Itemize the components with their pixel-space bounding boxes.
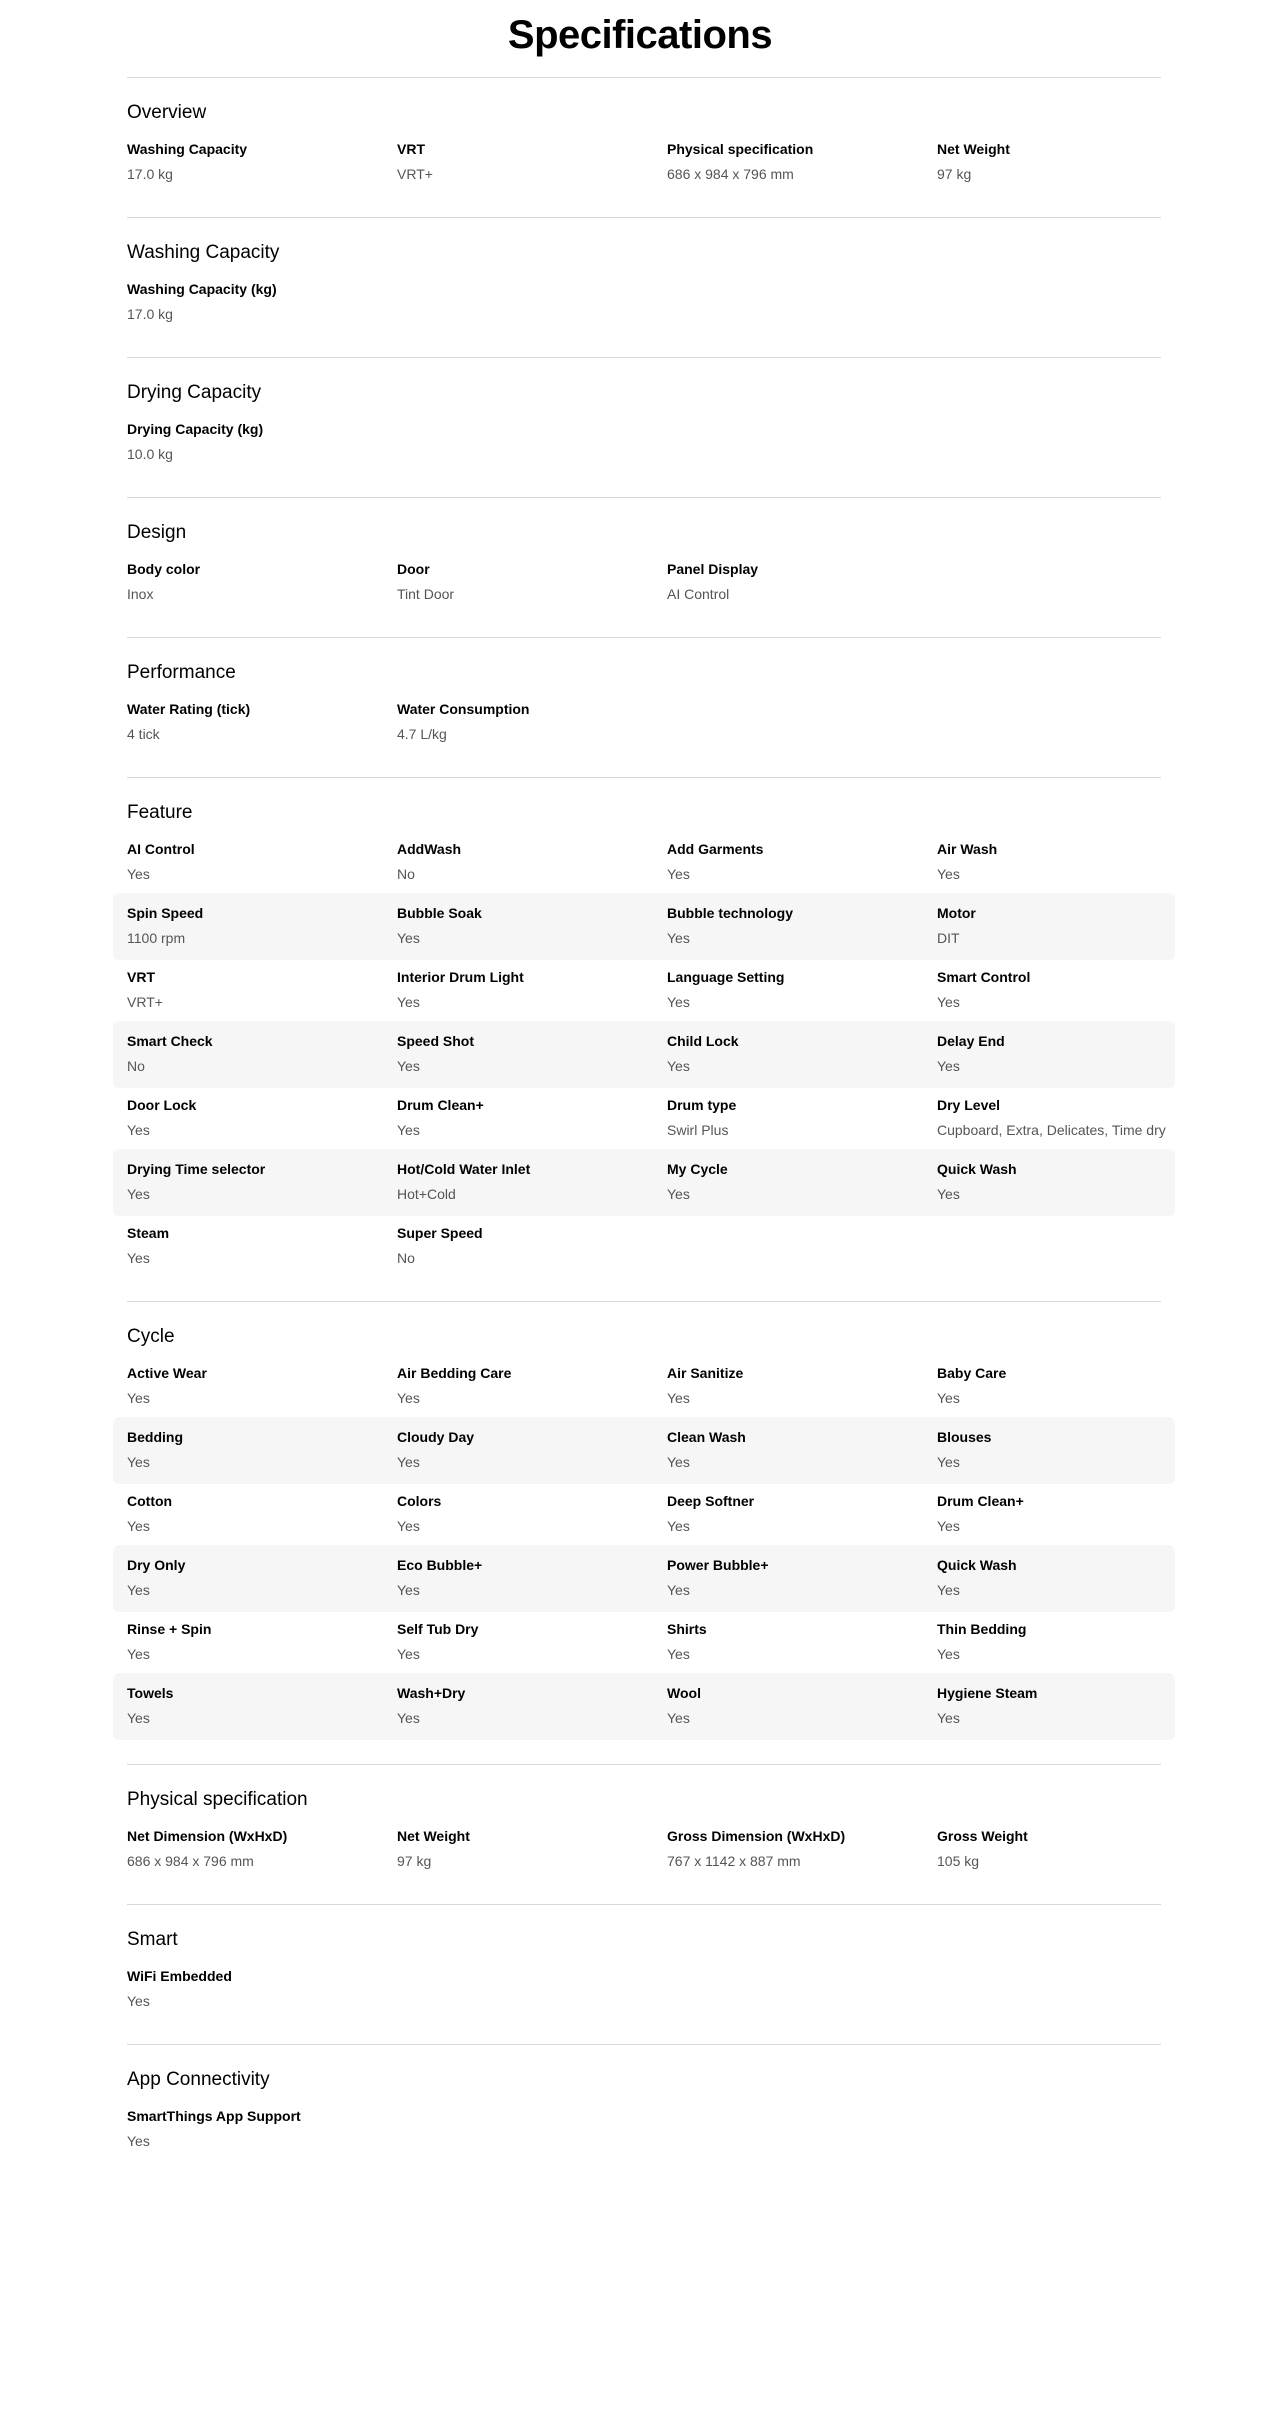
spec-item: [397, 1557, 667, 1600]
spec-label: Bubble technology: [667, 905, 793, 921]
spec-rows: [113, 1968, 1175, 2020]
spec-value: Yes: [667, 1058, 690, 1074]
spec-label: Clean Wash: [667, 1429, 746, 1445]
spec-item: [127, 1429, 397, 1472]
spec-row: [113, 1545, 1175, 1612]
spec-item: [667, 1621, 937, 1664]
spec-label: Child Lock: [667, 1033, 739, 1049]
spec-row: [113, 1216, 1175, 1277]
spec-item: [127, 905, 397, 948]
spec-value: Yes: [127, 1122, 150, 1138]
spec-label: Net Dimension (WxHxD): [127, 1828, 288, 1844]
spec-label: Door: [397, 561, 430, 577]
spec-rows: [113, 2108, 1175, 2160]
spec-label: Drying Time selector: [127, 1161, 266, 1177]
spec-value: Yes: [937, 1186, 960, 1202]
spec-value: Yes: [667, 930, 690, 946]
spec-item: [127, 421, 397, 464]
spec-label: Panel Display: [667, 561, 759, 577]
spec-item: [667, 1429, 937, 1472]
spec-value: Yes: [667, 1518, 690, 1534]
spec-label: SmartThings App Support: [127, 2108, 301, 2124]
spec-label: Drying Capacity (kg): [127, 421, 264, 437]
spec-value: Yes: [667, 1582, 690, 1598]
spec-row: [113, 1021, 1175, 1088]
spec-value: 97 kg: [397, 1853, 432, 1869]
spec-row: [113, 1417, 1175, 1484]
spec-item: [937, 1033, 1207, 1076]
spec-value: Yes: [397, 994, 420, 1010]
spec-value: Yes: [127, 1710, 150, 1726]
spec-item: [667, 1493, 937, 1536]
spec-label: Shirts: [667, 1621, 707, 1637]
spec-label: My Cycle: [667, 1161, 728, 1177]
spec-value: 17.0 kg: [127, 306, 173, 322]
spec-label: AddWash: [397, 841, 462, 857]
spec-item: [127, 1033, 397, 1076]
spec-item: [667, 905, 937, 948]
spec-value: Yes: [397, 1058, 420, 1074]
spec-label: Bubble Soak: [397, 905, 482, 921]
spec-label: Smart Check: [127, 1033, 213, 1049]
spec-label: Body color: [127, 561, 201, 577]
spec-item: [937, 1621, 1207, 1664]
spec-value: Yes: [127, 1454, 150, 1470]
spec-item: [397, 1097, 667, 1140]
spec-item: [127, 1097, 397, 1140]
spec-item: [127, 1828, 397, 1871]
spec-label: Gross Dimension (WxHxD): [667, 1828, 846, 1844]
spec-rows: [113, 561, 1175, 613]
spec-item: [397, 1493, 667, 1536]
spec-label: VRT: [127, 969, 155, 985]
spec-value: Yes: [397, 1454, 420, 1470]
spec-item: [667, 1033, 937, 1076]
section-title: Feature: [127, 802, 193, 823]
spec-item: [397, 1429, 667, 1472]
section-title: Performance: [127, 662, 236, 683]
spec-value: 4.7 L/kg: [397, 726, 447, 742]
spec-label: Wash+Dry: [397, 1685, 466, 1701]
spec-section-design: [127, 497, 1161, 637]
spec-value: Hot+Cold: [397, 1186, 456, 1202]
spec-label: Bedding: [127, 1429, 183, 1445]
spec-item: [667, 1161, 937, 1204]
spec-label: Smart Control: [937, 969, 1031, 985]
spec-value: 97 kg: [937, 166, 972, 182]
spec-label: Physical specification: [667, 141, 814, 157]
spec-label: Net Weight: [397, 1828, 470, 1844]
spec-row: [113, 1149, 1175, 1216]
spec-label: Dry Level: [937, 1097, 1001, 1113]
spec-label: Air Wash: [937, 841, 998, 857]
spec-item: [937, 905, 1207, 948]
spec-item: [937, 1557, 1207, 1600]
spec-label: Speed Shot: [397, 1033, 475, 1049]
spec-label: Water Rating (tick): [127, 701, 251, 717]
spec-label: Interior Drum Light: [397, 969, 524, 985]
spec-value: Yes: [397, 1646, 420, 1662]
spec-value: Yes: [667, 1390, 690, 1406]
spec-label: Quick Wash: [937, 1557, 1017, 1573]
spec-value: Yes: [937, 1390, 960, 1406]
spec-label: Eco Bubble+: [397, 1557, 483, 1573]
spec-label: Towels: [127, 1685, 174, 1701]
spec-row: [113, 960, 1175, 1021]
spec-row: [113, 1365, 1175, 1417]
spec-section-smart: [127, 1904, 1161, 2044]
spec-item: [397, 561, 667, 604]
spec-label: Colors: [397, 1493, 442, 1509]
spec-row: [113, 281, 1175, 333]
spec-item: [937, 1097, 1207, 1140]
spec-label: Active Wear: [127, 1365, 207, 1381]
spec-value: VRT+: [397, 166, 433, 182]
spec-item: [127, 1557, 397, 1600]
spec-value: 4 tick: [127, 726, 160, 742]
spec-label: Quick Wash: [937, 1161, 1017, 1177]
spec-section-drying-capacity: [127, 357, 1161, 497]
spec-value: Yes: [937, 1710, 960, 1726]
spec-item: [127, 141, 397, 184]
spec-rows: [113, 281, 1175, 333]
spec-section-feature: [127, 777, 1166, 1301]
spec-value: Yes: [127, 1993, 150, 2009]
spec-value: 17.0 kg: [127, 166, 173, 182]
spec-label: Baby Care: [937, 1365, 1007, 1381]
spec-item: [127, 969, 397, 1012]
spec-rows: [113, 1828, 1175, 1880]
spec-label: Drum Clean+: [937, 1493, 1024, 1509]
spec-item: [667, 969, 937, 1012]
spec-value: Yes: [127, 1186, 150, 1202]
spec-label: Power Bubble+: [667, 1557, 769, 1573]
spec-value: Yes: [127, 1518, 150, 1534]
spec-label: Hygiene Steam: [937, 1685, 1038, 1701]
spec-rows: [113, 701, 1175, 753]
spec-value: Yes: [667, 866, 690, 882]
spec-label: AI Control: [127, 841, 195, 857]
spec-value: 767 x 1142 x 887 mm: [667, 1853, 801, 1869]
spec-value: Yes: [127, 1250, 150, 1266]
spec-item: [127, 281, 397, 324]
spec-item: [937, 1493, 1207, 1536]
spec-label: Wool: [667, 1685, 701, 1701]
spec-item: [667, 1365, 937, 1408]
spec-item: [127, 1365, 397, 1408]
spec-item: [397, 1828, 667, 1871]
spec-item: [127, 1968, 397, 2011]
spec-row: [113, 1484, 1175, 1545]
spec-label: Gross Weight: [937, 1828, 1028, 1844]
spec-item: [937, 1685, 1207, 1728]
spec-label: Blouses: [937, 1429, 992, 1445]
spec-value: Yes: [937, 1058, 960, 1074]
spec-item: [127, 841, 397, 884]
spec-value: Yes: [667, 1454, 690, 1470]
spec-item: [127, 701, 397, 744]
spec-label: Rinse + Spin: [127, 1621, 212, 1637]
section-title: Smart: [127, 1929, 178, 1950]
spec-item: [397, 1161, 667, 1204]
spec-row: [113, 421, 1175, 473]
section-title: Overview: [127, 102, 207, 123]
spec-item: [397, 1225, 667, 1268]
section-title: App Connectivity: [127, 2069, 270, 2090]
spec-value: 1100 rpm: [127, 930, 186, 946]
spec-rows: [113, 421, 1175, 473]
spec-value: Yes: [667, 994, 690, 1010]
spec-item: [127, 1225, 397, 1268]
spec-row: [113, 1612, 1175, 1673]
spec-item: [667, 1557, 937, 1600]
spec-value: Yes: [937, 1454, 960, 1470]
spec-item: [397, 1033, 667, 1076]
spec-value: Yes: [937, 1518, 960, 1534]
spec-section-physical-specification: [127, 1764, 1161, 1904]
spec-row: [113, 701, 1175, 753]
spec-item: [937, 841, 1207, 884]
spec-row: [113, 893, 1175, 960]
spec-item: [397, 1685, 667, 1728]
spec-section-washing-capacity: [127, 217, 1161, 357]
spec-value: DIT: [937, 930, 960, 946]
spec-value: Yes: [127, 2133, 150, 2149]
spec-value: 686 x 984 x 796 mm: [667, 166, 794, 182]
spec-item: [667, 561, 937, 604]
spec-item: [937, 1429, 1207, 1472]
spec-value: Yes: [397, 930, 420, 946]
spec-rows: [113, 841, 1175, 1277]
spec-item: [667, 1097, 937, 1140]
spec-item: [667, 1828, 937, 1871]
section-title: Physical specification: [127, 1789, 308, 1810]
spec-value: Yes: [667, 1710, 690, 1726]
spec-value: 686 x 984 x 796 mm: [127, 1853, 254, 1869]
spec-value: Yes: [127, 866, 150, 882]
spec-rows: [113, 141, 1175, 193]
spec-item: [397, 841, 667, 884]
spec-item: [937, 1161, 1207, 1204]
spec-value: Yes: [937, 1646, 960, 1662]
spec-value: 10.0 kg: [127, 446, 173, 462]
spec-section-performance: [127, 637, 1161, 777]
spec-item: [397, 701, 667, 744]
spec-item: [397, 1621, 667, 1664]
spec-item: [397, 905, 667, 948]
spec-value: Tint Door: [397, 586, 455, 602]
spec-item: [397, 969, 667, 1012]
section-title: Drying Capacity: [127, 382, 262, 403]
spec-value: Yes: [397, 1710, 420, 1726]
spec-label: WiFi Embedded: [127, 1968, 232, 1984]
spec-item: [937, 141, 1207, 184]
spec-label: Self Tub Dry: [397, 1621, 479, 1637]
spec-value: No: [127, 1058, 145, 1074]
spec-label: Door Lock: [127, 1097, 197, 1113]
spec-label: Washing Capacity (kg): [127, 281, 277, 297]
spec-label: Drum type: [667, 1097, 737, 1113]
spec-section-cycle: [127, 1301, 1161, 1764]
spec-value: No: [397, 866, 415, 882]
spec-label: Net Weight: [937, 141, 1010, 157]
spec-label: Air Sanitize: [667, 1365, 744, 1381]
spec-value: Yes: [937, 994, 960, 1010]
spec-label: Water Consumption: [397, 701, 530, 717]
spec-label: VRT: [397, 141, 425, 157]
spec-item: [127, 1621, 397, 1664]
spec-value: 105 kg: [937, 1853, 980, 1869]
spec-row: [113, 141, 1175, 193]
spec-value: Yes: [397, 1122, 420, 1138]
spec-row: [113, 841, 1175, 893]
spec-value: Yes: [127, 1390, 150, 1406]
spec-row: [113, 1828, 1175, 1880]
spec-row: [113, 2108, 1175, 2160]
spec-value: Swirl Plus: [667, 1122, 729, 1138]
specifications-list: [127, 77, 1166, 2184]
spec-label: Super Speed: [397, 1225, 483, 1241]
spec-label: Steam: [127, 1225, 170, 1241]
spec-label: Air Bedding Care: [397, 1365, 512, 1381]
spec-label: Dry Only: [127, 1557, 186, 1573]
section-title: Cycle: [127, 1326, 175, 1347]
spec-item: [937, 969, 1207, 1012]
spec-value: Yes: [667, 1186, 690, 1202]
spec-value: AI Control: [667, 586, 730, 602]
spec-value: Inox: [127, 586, 154, 602]
spec-value: Yes: [127, 1646, 150, 1662]
page-title: Specifications: [507, 13, 773, 57]
spec-item: [127, 1161, 397, 1204]
spec-item: [127, 2108, 397, 2151]
spec-label: Hot/Cold Water Inlet: [397, 1161, 531, 1177]
spec-label: Thin Bedding: [937, 1621, 1027, 1637]
section-title: Washing Capacity: [127, 242, 280, 263]
spec-label: Add Garments: [667, 841, 764, 857]
spec-item: [127, 1685, 397, 1728]
spec-label: Spin Speed: [127, 905, 204, 921]
spec-section-app-connectivity: [127, 2044, 1161, 2184]
spec-value: Yes: [397, 1582, 420, 1598]
spec-item: [127, 1493, 397, 1536]
spec-item: [937, 1365, 1207, 1408]
spec-value: Cupboard, Extra, Delicates, Time dry: [937, 1122, 1166, 1138]
spec-value: Yes: [127, 1582, 150, 1598]
spec-value: Yes: [667, 1646, 690, 1662]
spec-label: Washing Capacity: [127, 141, 248, 157]
spec-item: [667, 841, 937, 884]
spec-label: Drum Clean+: [397, 1097, 484, 1113]
spec-label: Delay End: [937, 1033, 1005, 1049]
spec-label: Language Setting: [667, 969, 785, 985]
spec-label: Motor: [937, 905, 976, 921]
spec-item: [667, 1685, 937, 1728]
spec-label: Cotton: [127, 1493, 173, 1509]
spec-row: [113, 1968, 1175, 2020]
spec-value: No: [397, 1250, 415, 1266]
spec-item: [667, 141, 937, 184]
spec-value: Yes: [937, 866, 960, 882]
spec-section-overview: [127, 77, 1161, 217]
spec-label: Cloudy Day: [397, 1429, 475, 1445]
spec-item: [397, 141, 667, 184]
spec-item: [127, 561, 397, 604]
spec-row: [113, 1088, 1175, 1149]
spec-label: Deep Softner: [667, 1493, 755, 1509]
spec-value: Yes: [937, 1582, 960, 1598]
spec-value: Yes: [397, 1390, 420, 1406]
spec-rows: [113, 1365, 1175, 1740]
spec-value: Yes: [397, 1518, 420, 1534]
spec-item: [937, 1828, 1207, 1871]
spec-row: [113, 1673, 1175, 1740]
spec-row: [113, 561, 1175, 613]
spec-item: [397, 1365, 667, 1408]
spec-value: VRT+: [127, 994, 163, 1010]
section-title: Design: [127, 522, 187, 543]
